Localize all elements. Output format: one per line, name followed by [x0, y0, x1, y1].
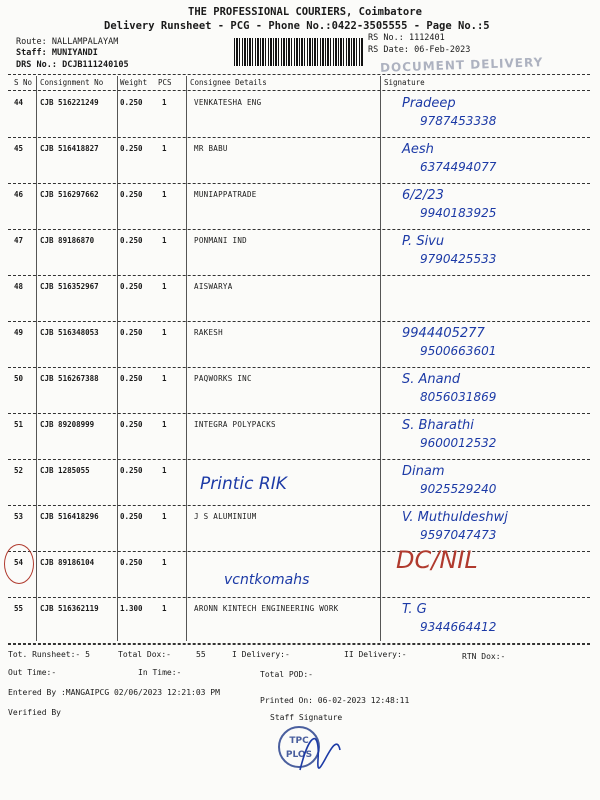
table-row: [0, 322, 600, 368]
col-pcs: PCS: [158, 78, 172, 87]
table-row: [0, 598, 600, 644]
row-sno: 44: [14, 98, 24, 107]
rs-date-label: RS Date:: [368, 45, 409, 55]
staff-signature-label: Staff Signature: [270, 713, 343, 722]
row-weight: 0.250: [120, 558, 143, 567]
table-row: [0, 368, 600, 414]
row-consignee: RAKESH: [194, 328, 223, 337]
row-consignment-no: CJB 516362119: [40, 604, 99, 613]
row-consignment-no: CJB 516297662: [40, 190, 99, 199]
total-dox-label: Total Dox:-: [118, 650, 171, 659]
col-consignee: Consignee Details: [190, 78, 267, 87]
row-sno: 50: [14, 374, 24, 383]
row-sno: 54: [14, 558, 24, 567]
row-weight: 0.250: [120, 420, 143, 429]
row-sno: 45: [14, 144, 24, 153]
rs-no-value: 1112401: [408, 33, 445, 43]
row-pcs: 1: [162, 466, 167, 475]
row-sno: 46: [14, 190, 24, 199]
signature-name: Aesh: [402, 142, 434, 157]
total-pod: Total POD:-: [260, 670, 313, 679]
row-consignee: MUNIAPPATRADE: [194, 190, 257, 199]
row-weight: 0.250: [120, 236, 143, 245]
row-pcs: 1: [162, 282, 167, 291]
row-weight: 0.250: [120, 374, 143, 383]
drs-value: DCJB111240105: [62, 60, 129, 70]
row-consignment-no: CJB 516348053: [40, 328, 99, 337]
signature-phone: 9500663601: [420, 344, 497, 358]
row-sno: 53: [14, 512, 24, 521]
row-pcs: 1: [162, 144, 167, 153]
printed-on: Printed On: 06-02-2023 12:48:11: [260, 696, 410, 705]
signature-phone: 9600012532: [420, 436, 497, 450]
verified-by: Verified By: [8, 708, 61, 717]
signature-phone: 9787453338: [420, 114, 497, 128]
staff-signature-scribble: [290, 720, 350, 780]
table-row: [0, 184, 600, 230]
signature-name: S. Bharathi: [402, 418, 474, 433]
signature-name: 9944405277: [402, 326, 485, 341]
table-row: [0, 230, 600, 276]
signature-name: DC/NIL: [396, 546, 478, 574]
total-dox-value: 55: [196, 650, 206, 659]
staff-line: [16, 48, 98, 58]
runsheet-subtitle: Delivery Runsheet - PCG - Phone No.:0422-3505555 - Page No.:5: [104, 20, 490, 32]
staff-label: Staff:: [16, 48, 47, 58]
table-row: [0, 138, 600, 184]
in-time: In Time:-: [138, 668, 182, 677]
signature-name: T. G: [402, 602, 427, 617]
header-top-rule: [8, 74, 590, 75]
row-weight: 0.250: [120, 144, 143, 153]
row-consignment-no: CJB 516267388: [40, 374, 99, 383]
row-consignment-no: CJB 516221249: [40, 98, 99, 107]
row-pcs: 1: [162, 190, 167, 199]
row-weight: 0.250: [120, 512, 143, 521]
company-title: THE PROFESSIONAL COURIERS, Coimbatore: [188, 6, 422, 18]
row-pcs: 1: [162, 512, 167, 521]
row-sno: 47: [14, 236, 24, 245]
tot-runsheet: Tot. Runsheet:- 5: [8, 650, 90, 659]
rs-date-value: 06-Feb-2023: [414, 45, 471, 55]
table-row: [0, 92, 600, 138]
rs-date-line: [368, 45, 470, 55]
signature-name: V. Muthuldeshwj: [402, 510, 508, 525]
header-bottom-rule: [8, 90, 590, 91]
row-weight: 0.250: [120, 98, 143, 107]
row-weight: 0.250: [120, 466, 143, 475]
rtn-dox: RTN Dox:-: [462, 652, 506, 661]
row-weight: 0.250: [120, 328, 143, 337]
route-label: Route:: [16, 37, 47, 47]
rs-no-label: RS No.:: [368, 33, 404, 43]
ii-delivery: II Delivery:-: [344, 650, 407, 659]
entered-by: Entered By :MANGAIPCG 02/06/2023 12:21:03 PM: [8, 688, 220, 697]
row-weight: 1.300: [120, 604, 143, 613]
signature-name: Dinam: [402, 464, 445, 479]
row-sno: 52: [14, 466, 24, 475]
signature-name: S. Anand: [402, 372, 461, 387]
signature-phone: 6374494077: [420, 160, 497, 174]
row-consignment-no: CJB 89186870: [40, 236, 95, 245]
signature-phone: 9790425533: [420, 252, 497, 266]
signature-phone: 9940183925: [420, 206, 497, 220]
row-consignee: MR BABU: [194, 144, 228, 153]
table-row: [0, 414, 600, 460]
row-pcs: 1: [162, 98, 167, 107]
row-consignee: VENKATESHA ENG: [194, 98, 262, 107]
signature-phone: 9025529240: [420, 482, 497, 496]
col-consignment: Consignment No: [40, 78, 104, 87]
col-signature: Signature: [384, 78, 425, 87]
row-pcs: 1: [162, 328, 167, 337]
row-weight: 0.250: [120, 282, 143, 291]
table-row: [0, 276, 600, 322]
row-consignee: INTEGRA POLYPACKS: [194, 420, 276, 429]
row-pcs: 1: [162, 420, 167, 429]
drs-label: DRS No.:: [16, 60, 57, 70]
barcode: [234, 38, 364, 66]
row-sno: 51: [14, 420, 24, 429]
signature-name: P. Sivu: [402, 234, 445, 249]
signature-phone: 9344664412: [420, 620, 497, 634]
signature-phone: 8056031869: [420, 390, 497, 404]
row-consignee: ARONN KINTECH ENGINEERING WORK: [194, 604, 339, 613]
row-weight: 0.250: [120, 190, 143, 199]
out-time: Out Time:-: [8, 668, 57, 677]
col-weight: Weight: [120, 78, 148, 87]
row-sno: 49: [14, 328, 24, 337]
row-consignee: PAQWORKS INC: [194, 374, 252, 383]
i-delivery: I Delivery:-: [232, 650, 290, 659]
red-circle-mark: [4, 544, 34, 584]
row-consignee: PONMANI IND: [194, 236, 247, 245]
signature-name: Pradeep: [402, 96, 456, 111]
route-line: [16, 37, 118, 47]
route-value: NALLAMPALAYAM: [51, 37, 119, 47]
handwritten-note-row52: Printic RIK: [200, 474, 287, 494]
rs-no-line: [368, 33, 445, 43]
staff-value: MUNIYANDI: [51, 48, 98, 58]
signature-phone: 9597047473: [420, 528, 497, 542]
row-consignment-no: CJB 516418296: [40, 512, 99, 521]
row-consignment-no: CJB 89186104: [40, 558, 95, 567]
row-consignee: AISWARYA: [194, 282, 233, 291]
row-sno: 48: [14, 282, 24, 291]
row-consignment-no: CJB 89208999: [40, 420, 95, 429]
drs-line: [16, 60, 129, 70]
footer-rule: [8, 644, 590, 645]
row-consignee: J S ALUMINIUM: [194, 512, 257, 521]
col-sno: S No: [14, 78, 33, 87]
row-consignment-no: CJB 516352967: [40, 282, 99, 291]
document-delivery-stamp: DOCUMENT DELIVERY: [379, 55, 544, 75]
row-consignment-no: CJB 1285055: [40, 466, 90, 475]
handwritten-note-row54: vcntkomahs: [224, 572, 310, 588]
table-row: [0, 460, 600, 506]
signature-name: 6/2/23: [402, 188, 444, 203]
row-pcs: 1: [162, 558, 167, 567]
row-pcs: 1: [162, 236, 167, 245]
row-sno: 55: [14, 604, 24, 613]
table-row: [0, 506, 600, 552]
row-pcs: 1: [162, 604, 167, 613]
staff-stamp: TPC PLOS: [278, 726, 320, 768]
row-consignment-no: CJB 516418827: [40, 144, 99, 153]
row-pcs: 1: [162, 374, 167, 383]
